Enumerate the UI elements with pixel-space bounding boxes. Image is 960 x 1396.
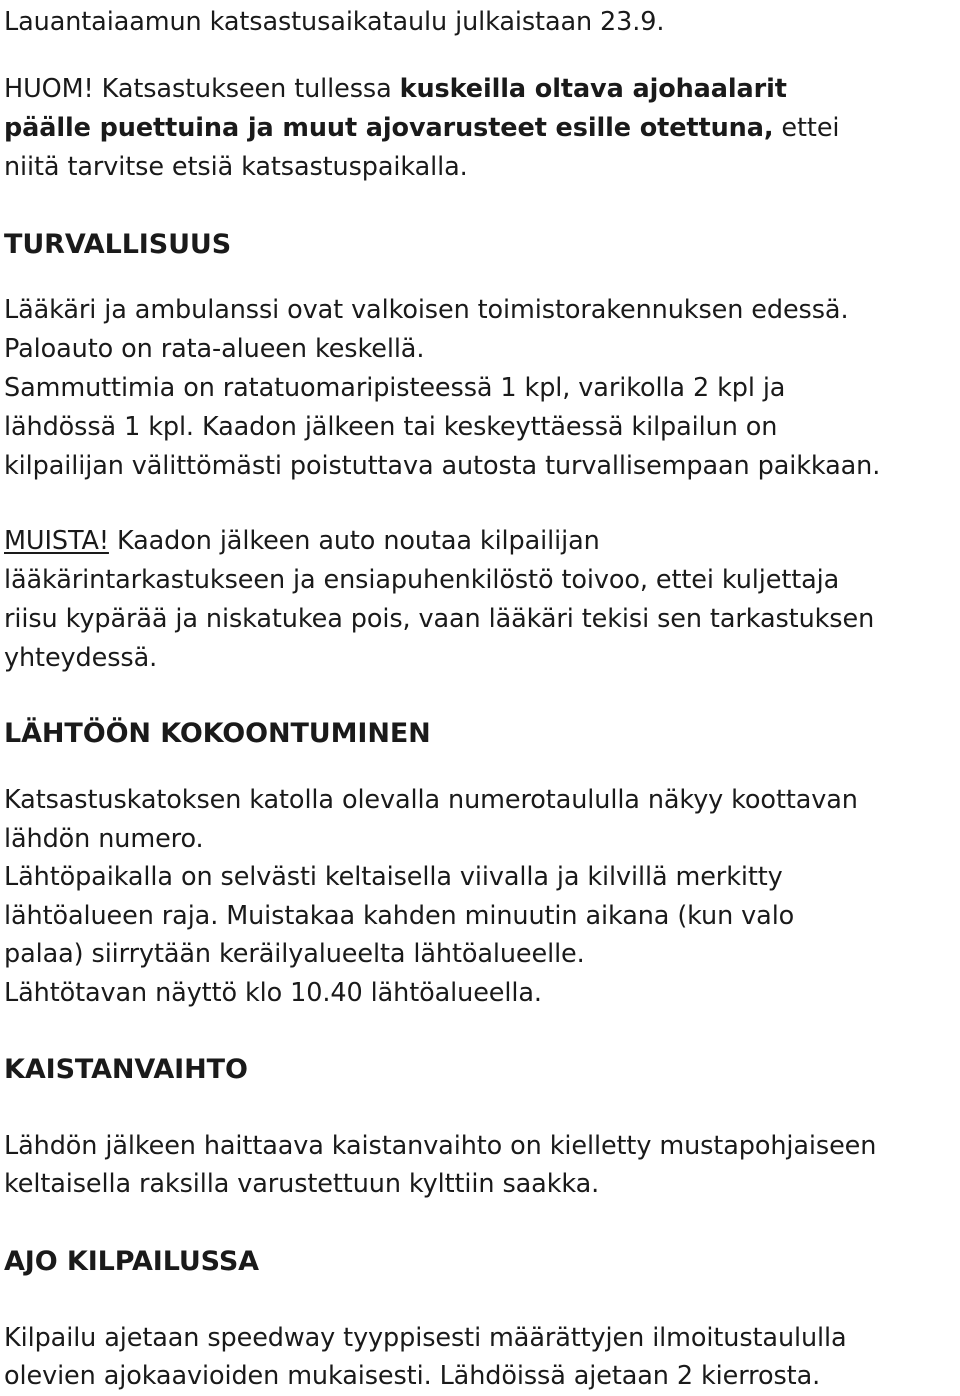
safety-line-3: Sammuttimia on ratatuomaripisteessä 1 kpl, varikolla 2 kpl ja [4,373,786,403]
reminder-first: Kaadon jälkeen auto noutaa kilpailijan [108,526,600,556]
racing-line-2: olevien ajokaavioiden mukaisesti. Lähdöissä ajetaan 2 kierrosta. [4,1361,821,1391]
start-line-1: Katsastuskatoksen katolla olevalla numerotaululla näkyy koottavan [4,785,858,815]
lane-change-line-1: Lähdön jälkeen haittaava kaistanvaihto on kielletty mustapohjaiseen [4,1131,877,1161]
note-line-3: niitä tarvitse etsiä katsastuspaikalla. [4,152,468,182]
safety-line-5: kilpailijan välittömästi poistuttava autosta turvallisempaan paikkaan. [4,451,881,481]
safety-line-4: lähdössä 1 kpl. Kaadon jälkeen tai keskeyttäessä kilpailun on [4,412,778,442]
note-bold-1: kuskeilla oltava ajohaalarit [399,74,787,104]
safety-line-2: Paloauto on rata-alueen keskellä. [4,334,425,364]
start-line-6: Lähtötavan näyttö klo 10.40 lähtöalueella. [4,978,542,1008]
start-line-5: palaa) siirrytään keräilyalueelta lähtöalueelle. [4,939,585,969]
reminder-line-4: yhteydessä. [4,643,158,673]
lane-change-heading: KAISTANVAIHTO [4,1054,248,1085]
start-gathering-heading: LÄHTÖÖN KOKOONTUMINEN [4,718,431,749]
start-line-3: Lähtöpaikalla on selvästi keltaisella viivalla ja kilvillä merkitty [4,862,783,892]
safety-heading: TURVALLISUUS [4,229,232,260]
reminder-label: MUISTA! [4,526,109,556]
start-line-2: lähdön numero. [4,824,204,854]
note-suffix: ettei [773,113,840,143]
racing-line-1: Kilpailu ajetaan speedway tyyppisesti määrättyjen ilmoitustaululla [4,1323,847,1353]
schedule-line: Lauantaiaamun katsastusaikataulu julkaistaan 23.9. [4,7,665,37]
racing-heading: AJO KILPAILUSSA [4,1246,259,1277]
reminder-line-3: riisu kypärää ja niskatukea pois, vaan lääkäri tekisi sen tarkastuksen [4,604,875,634]
note-bold-2: päälle puettuina ja muut ajovarusteet esille otettuna, [4,113,774,143]
note-line-2 [4,113,840,143]
reminder-line-1 [4,526,600,556]
lane-change-line-2: keltaisella raksilla varustettuun kylttiin saakka. [4,1169,600,1199]
note-line-1 [4,74,787,104]
reminder-line-2: lääkärintarkastukseen ja ensiapuhenkilöstö toivoo, ettei kuljettaja [4,565,840,595]
safety-line-1: Lääkäri ja ambulanssi ovat valkoisen toimistorakennuksen edessä. [4,295,849,325]
start-line-4: lähtöalueen raja. Muistakaa kahden minuutin aikana (kun valo [4,901,795,931]
note-prefix: HUOM! Katsastukseen tullessa [4,74,400,104]
